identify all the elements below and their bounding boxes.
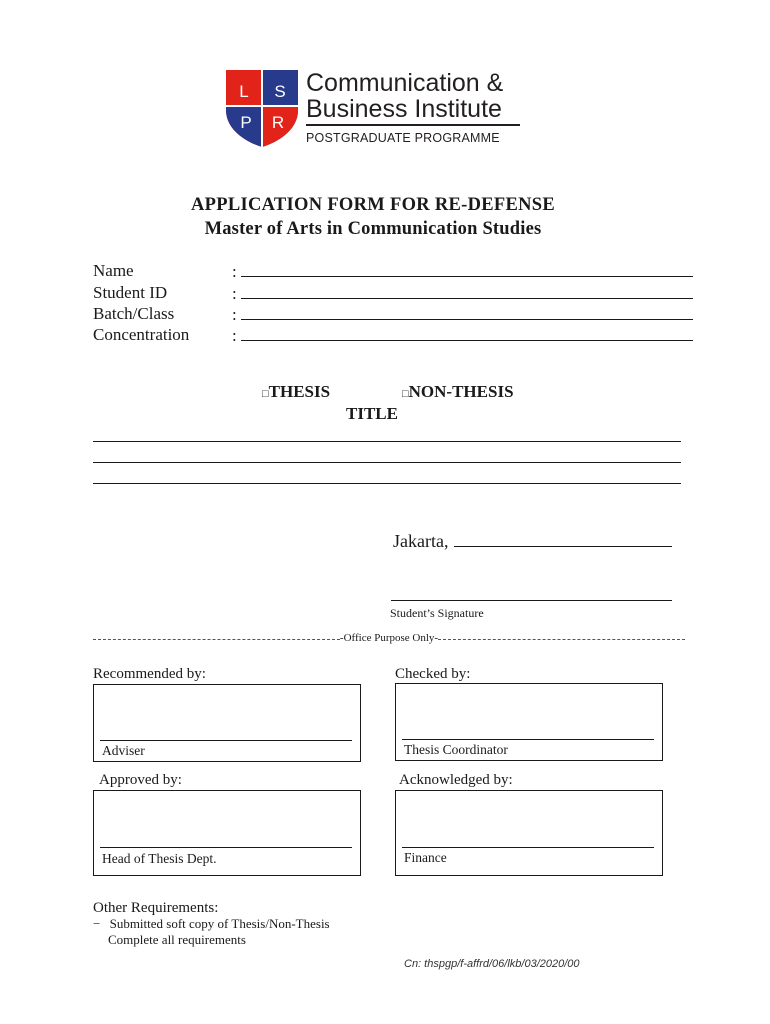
- requirement-item: [108, 932, 246, 948]
- title-line-1[interactable]: [93, 441, 681, 442]
- signature-line: [402, 739, 654, 740]
- institute-name-line1: Communication &: [306, 69, 504, 97]
- field-colon: :: [232, 326, 237, 345]
- non-thesis-option[interactable]: [402, 382, 514, 402]
- dashed-rule-right: [438, 639, 685, 640]
- non-thesis-label: NON-THESIS: [408, 382, 514, 401]
- field-label-batch-class: Batch/Class: [93, 304, 175, 323]
- field-colon: :: [232, 305, 237, 324]
- signature-line: [100, 740, 352, 741]
- thesis-label: THESIS: [268, 382, 331, 401]
- student-signature-line[interactable]: [391, 600, 672, 601]
- field-label-name: Name: [93, 261, 134, 280]
- date-field[interactable]: [393, 531, 672, 552]
- name-field[interactable]: [232, 261, 693, 282]
- finance-signature-box[interactable]: [395, 790, 663, 876]
- recommended-by-label: Recommended by:: [93, 666, 206, 682]
- checkbox-icon[interactable]: □: [402, 388, 409, 400]
- programme-label: POSTGRADUATE PROGRAMME: [306, 131, 500, 145]
- signature-line: [402, 847, 654, 848]
- place-label: Jakarta,: [393, 531, 449, 551]
- field-colon: :: [232, 262, 237, 281]
- thesis-coordinator-signature-box[interactable]: [395, 683, 663, 761]
- field-underline: [241, 261, 693, 277]
- field-underline: [241, 325, 693, 341]
- form-subtitle: Master of Arts in Communication Studies: [204, 219, 542, 239]
- field-underline: [241, 304, 693, 320]
- other-requirements-title: Other Requirements:: [93, 900, 219, 916]
- student-id-field[interactable]: [232, 283, 693, 304]
- shield-letter-p: P: [240, 113, 252, 132]
- title-label: TITLE: [346, 404, 398, 423]
- dashed-rule-left: [93, 639, 340, 640]
- institute-name-line2: Business Institute: [306, 95, 502, 123]
- office-purpose-label: -Office Purpose Only-: [339, 632, 439, 644]
- shield-letter-s: S: [274, 82, 286, 101]
- field-underline: [241, 283, 693, 299]
- title-line-2[interactable]: [93, 462, 681, 463]
- shield-letter-l: L: [239, 82, 249, 101]
- shield-letter-r: R: [271, 113, 285, 132]
- thesis-option[interactable]: [262, 382, 330, 402]
- field-label-concentration: Concentration: [93, 325, 190, 344]
- checkbox-icon[interactable]: □: [262, 388, 269, 400]
- adviser-signature-box[interactable]: [93, 684, 361, 762]
- batch-class-field[interactable]: [232, 304, 693, 325]
- lspr-shield-logo: [224, 66, 300, 148]
- requirement-item: [93, 916, 330, 932]
- title-line-3[interactable]: [93, 483, 681, 484]
- approved-by-label: Approved by:: [99, 772, 182, 788]
- head-of-thesis-signature-box[interactable]: [93, 790, 361, 876]
- student-signature-label: Student’s Signature: [390, 606, 484, 620]
- requirement-text: Submitted soft copy of Thesis/Non-Thesis: [109, 916, 330, 931]
- document-code: Cn: thspgp/f-affrd/06/lkb/03/2020/00: [404, 958, 580, 970]
- form-title: APPLICATION FORM FOR RE-DEFENSE: [190, 195, 556, 215]
- office-divider: [93, 632, 685, 644]
- concentration-field[interactable]: [232, 325, 693, 346]
- acknowledged-by-label: Acknowledged by:: [399, 772, 513, 788]
- thesis-coordinator-label: Thesis Coordinator: [404, 742, 508, 757]
- checked-by-label: Checked by:: [395, 666, 471, 682]
- finance-label: Finance: [404, 850, 447, 865]
- field-label-student-id: Student ID: [93, 283, 168, 302]
- institute-name: [306, 70, 503, 122]
- bullet-dash: −: [93, 916, 101, 931]
- head-of-thesis-label: Head of Thesis Dept.: [102, 851, 217, 866]
- signature-line: [100, 847, 352, 848]
- adviser-label: Adviser: [102, 743, 145, 758]
- requirement-text: Complete all requirements: [108, 932, 246, 947]
- date-underline: [454, 531, 672, 547]
- logo-divider: [306, 124, 520, 126]
- field-colon: :: [232, 284, 237, 303]
